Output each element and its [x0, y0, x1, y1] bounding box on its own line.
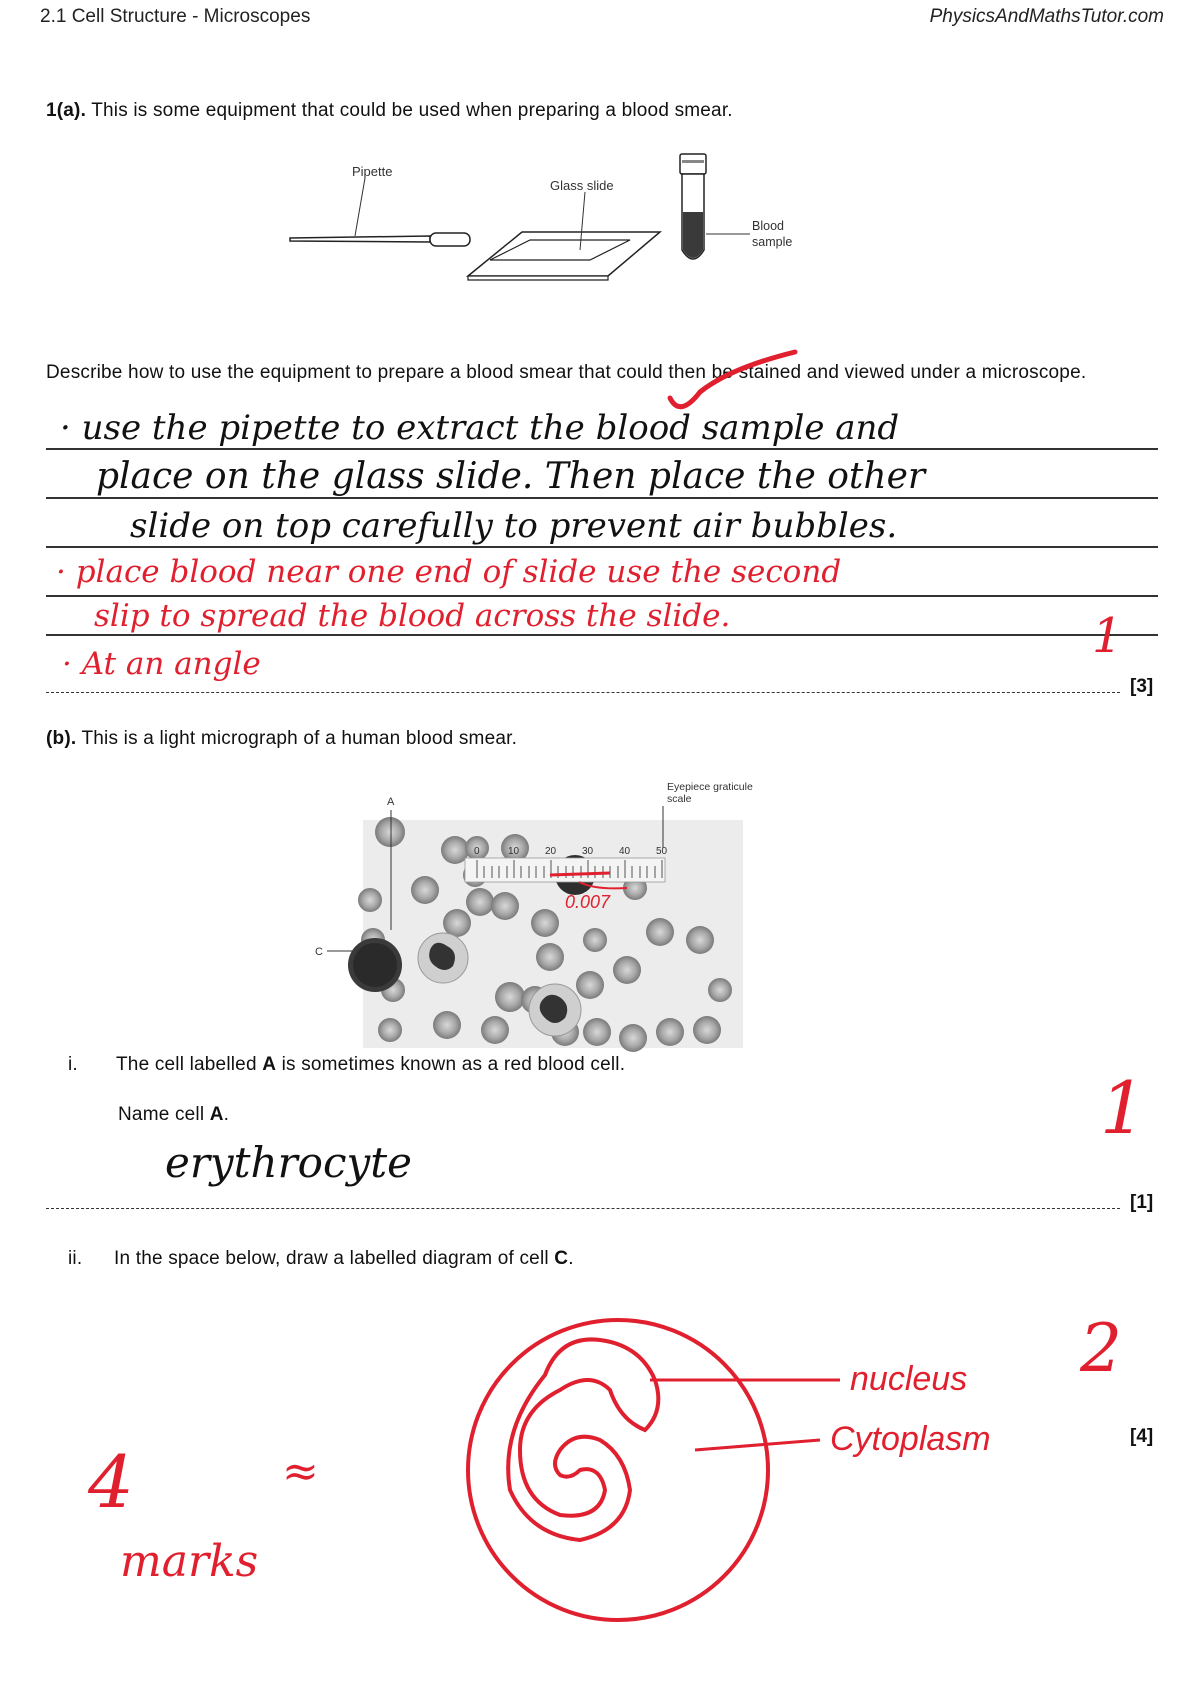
sample-label: sample: [752, 235, 793, 249]
part-i-question: The cell labelled A is sometimes known as a red blood cell.: [116, 1054, 626, 1075]
q1a-stem: [46, 100, 733, 122]
scale-tick-40: 40: [619, 846, 631, 857]
graticule-label-1: Eyepiece graticule: [667, 781, 753, 793]
blood-micrograph-figure: [315, 780, 815, 1050]
q1b-stem-text: This is a light micrograph of a human blood smear.: [76, 728, 518, 749]
side-note-marks: marks: [120, 1536, 259, 1587]
side-note-approx: ≈: [282, 1446, 319, 1497]
glass-slide-drawing: [468, 192, 660, 280]
handwritten-answer-line-1: · use the pipette to extract the blood sample and: [60, 408, 900, 448]
header-site[interactable]: PhysicsAndMathsTutor.com: [929, 6, 1164, 27]
handwritten-answer-line-5: slip to spread the blood across the slide.: [94, 598, 731, 634]
dashed-line: [46, 692, 1120, 693]
part-i-numeral: i.: [68, 1054, 78, 1075]
handwritten-answer-part-i: erythrocyte: [165, 1138, 412, 1187]
header-title: 2.1 Cell Structure - Microscopes: [40, 6, 311, 27]
part-i-prompt: Name cell A.: [118, 1104, 230, 1125]
cytoplasm-label: Cytoplasm: [830, 1420, 991, 1458]
q1a-number: 1(a).: [46, 100, 87, 121]
scale-tick-20: 20: [545, 846, 557, 857]
awarded-mark-q1a: 1: [1092, 608, 1123, 664]
handwritten-answer-line-3: slide on top carefully to prevent air bubbles.: [130, 506, 898, 546]
blood-label: Blood: [752, 219, 784, 233]
scale-tick-10: 10: [508, 846, 520, 857]
glass-slide-label: Glass slide: [550, 178, 614, 193]
part-i-marks: [1]: [1130, 1192, 1154, 1213]
cell-c-drawing: [450, 1300, 1010, 1660]
nucleus-label: nucleus: [850, 1360, 968, 1398]
pipette-drawing: [290, 178, 470, 246]
label-a: A: [387, 796, 395, 808]
awarded-mark-part-ii: 2: [1080, 1310, 1122, 1387]
part-ii-question: In the space below, draw a labelled diagram of cell C.: [114, 1248, 574, 1269]
dashed-line: [46, 1208, 1120, 1209]
answer-line: [46, 497, 1158, 499]
awarded-mark-part-i: 1: [1100, 1066, 1146, 1150]
red-measure-annotation: 0.007: [565, 892, 611, 912]
q1a-marks: [3]: [1130, 676, 1154, 697]
equipment-figure: [280, 150, 900, 310]
graticule-label-2: scale: [667, 793, 692, 805]
q1b-number: (b).: [46, 728, 77, 749]
handwritten-answer-line-6: · At an angle: [62, 646, 261, 682]
side-note-four: 4: [88, 1440, 134, 1524]
handwritten-answer-line-2: place on the glass slide. Then place the other: [96, 456, 926, 497]
q1a-prompt: Describe how to use the equipment to prepare a blood smear that could then be stained and viewed under a microscope.: [46, 362, 1087, 383]
pipette-label: Pipette: [352, 164, 393, 179]
scale-tick-0: 0: [474, 846, 480, 857]
part-ii-numeral: ii.: [68, 1248, 83, 1269]
answer-line: [46, 546, 1158, 548]
scale-tick-50: 50: [656, 846, 668, 857]
q1b-stem: [46, 728, 517, 750]
scale-tick-30: 30: [582, 846, 594, 857]
handwritten-answer-line-4: · place blood near one end of slide use the second: [56, 554, 842, 590]
q1a-stem-text: This is some equipment that could be used when preparing a blood smear.: [86, 100, 733, 121]
label-c: C: [315, 946, 323, 958]
test-tube-drawing: [680, 154, 750, 259]
answer-line: [46, 448, 1158, 450]
answer-line: [46, 595, 1158, 597]
part-ii-marks: [4]: [1130, 1426, 1154, 1447]
answer-line: [46, 634, 1158, 636]
